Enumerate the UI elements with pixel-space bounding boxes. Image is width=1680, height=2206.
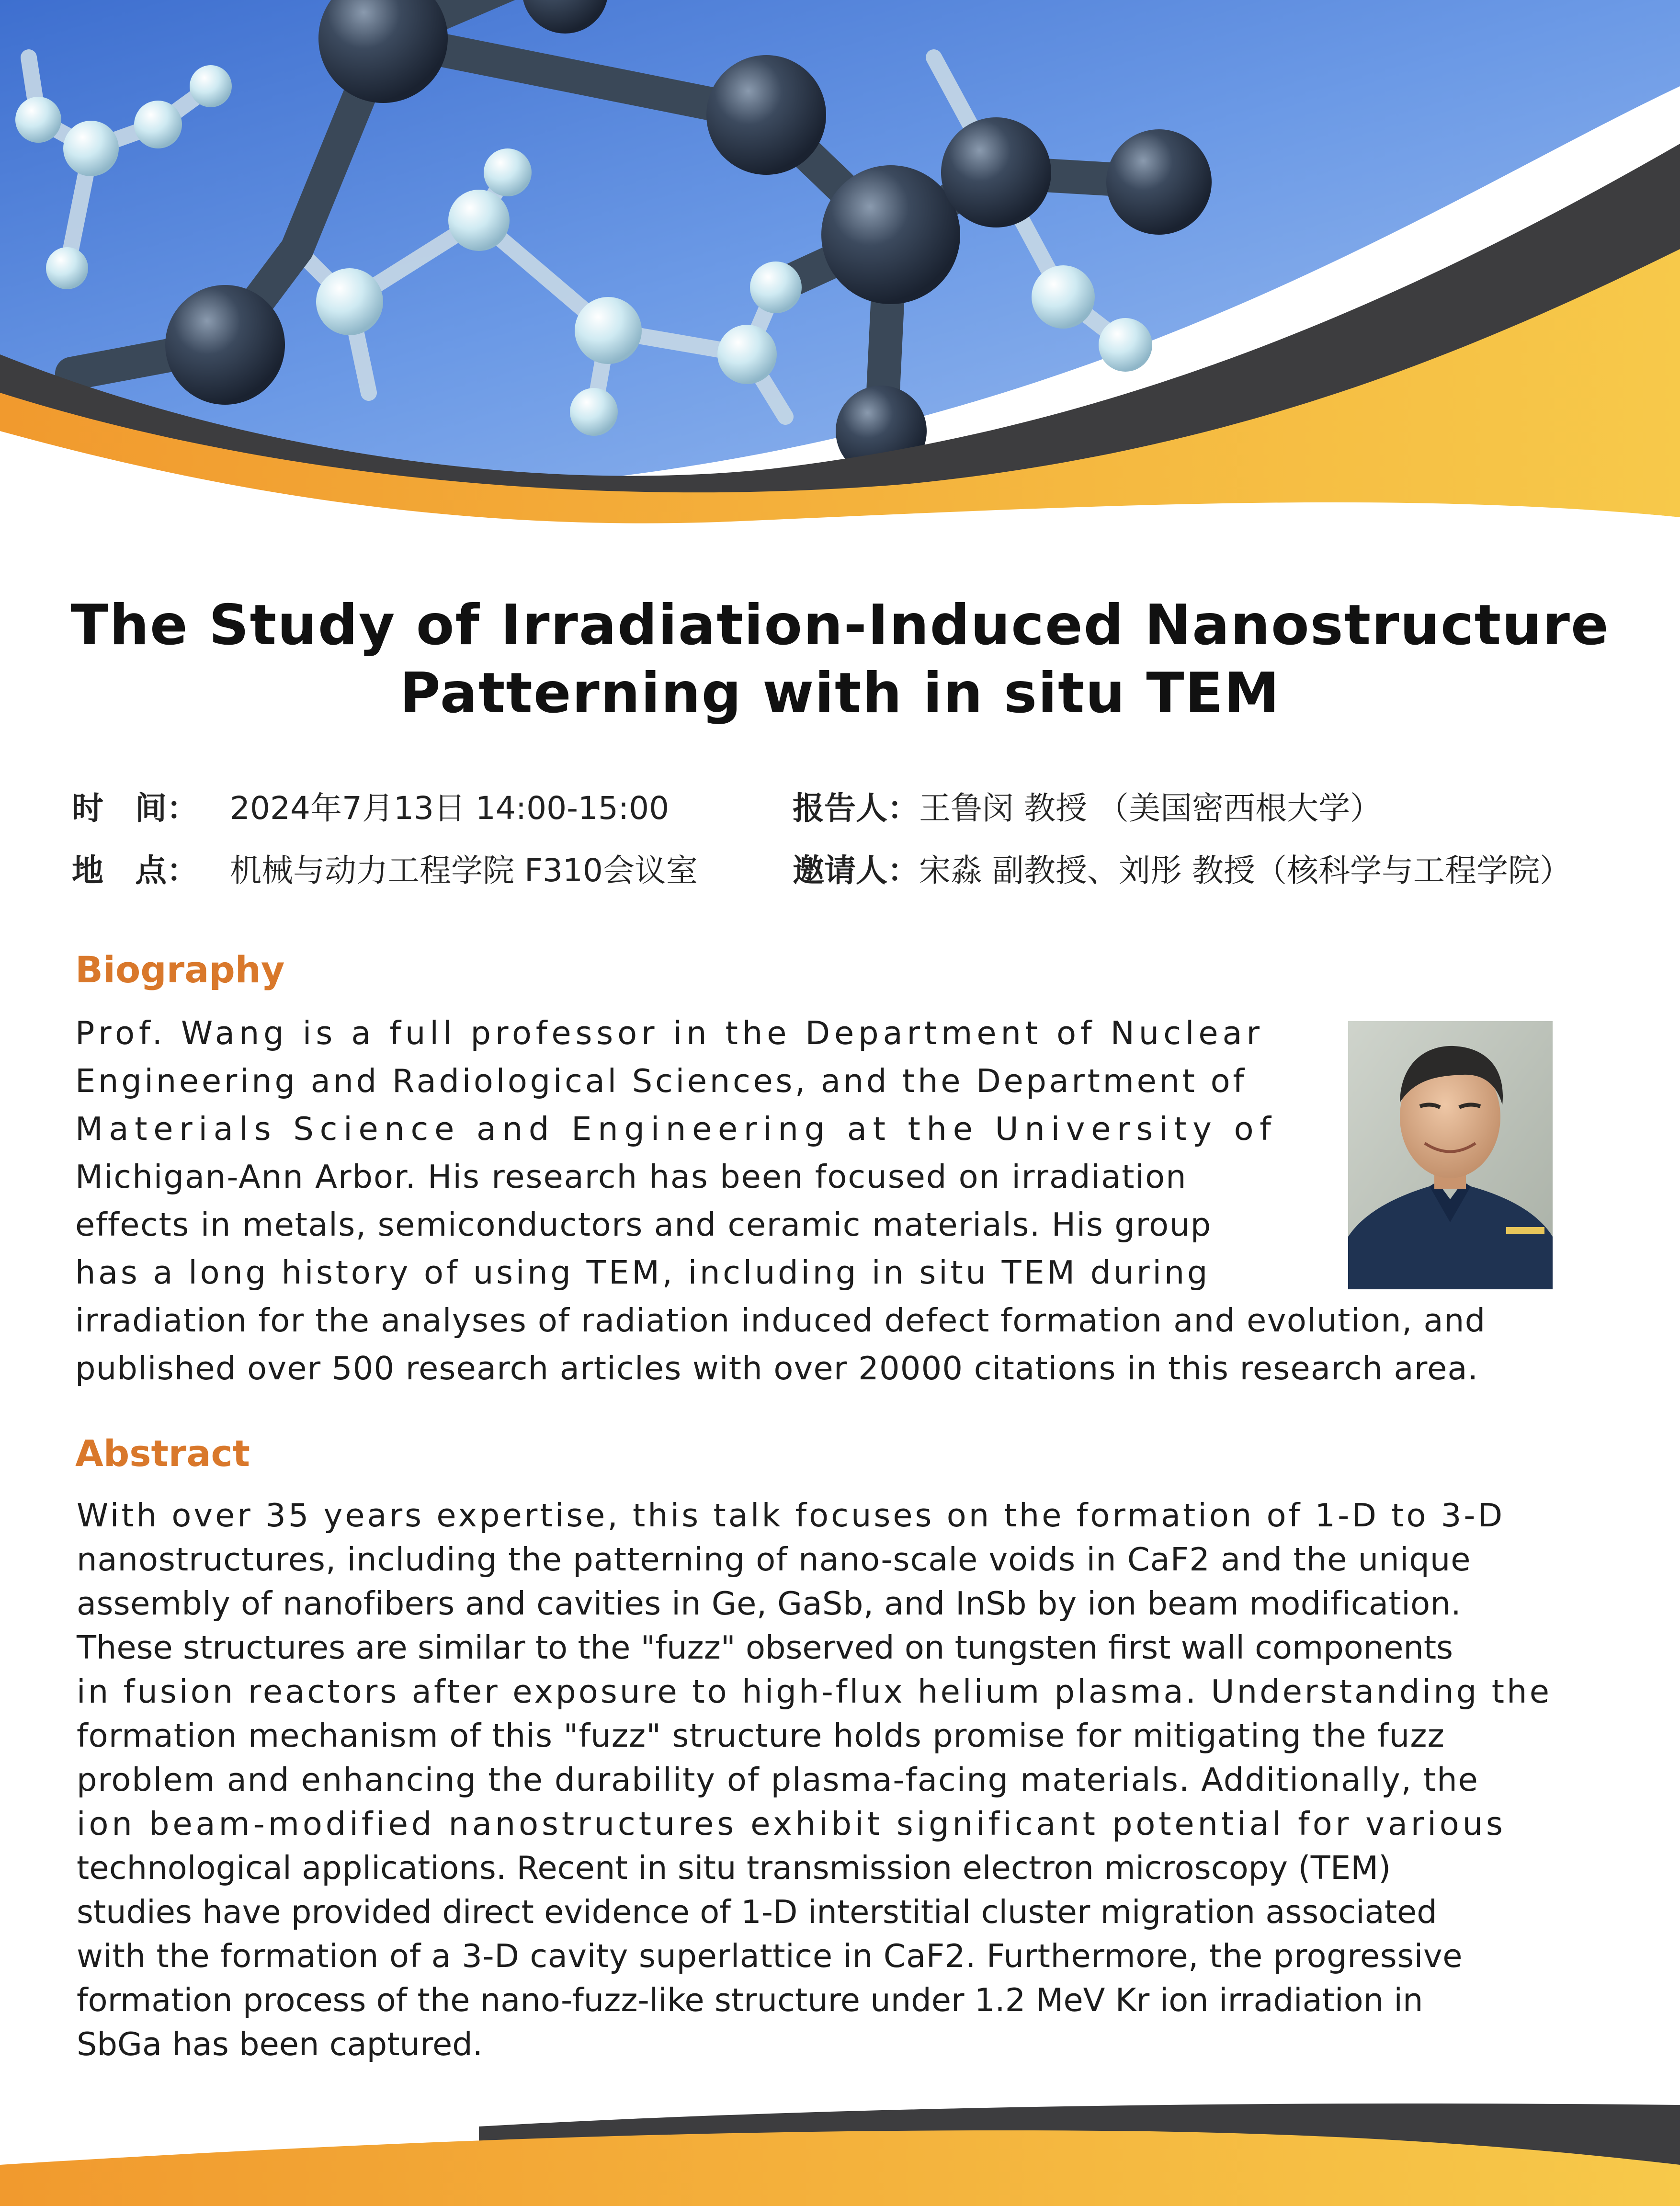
time-value: 2024年7月13日 14:00-15:00 — [230, 790, 670, 827]
abstract-line: with the formation of a 3-D cavity superlattice in CaF2. Furthermore, the progressive — [77, 1937, 1463, 1975]
abstract-line: formation process of the nano-fuzz-like structure under 1.2 MeV Kr ion irradiation in — [77, 1981, 1423, 2019]
header-banner — [0, 0, 1680, 551]
bio-line: Prof. Wang is a full professor in the Department of Nuclear — [75, 1014, 1264, 1052]
abstract-line: studies have provided direct evidence of 1-D interstitial cluster migration associated — [77, 1893, 1437, 1931]
abstract-line: SbGa has been captured. — [77, 2025, 483, 2063]
bio-line: Materials Science and Engineering at the University of — [75, 1110, 1277, 1148]
bio-line: has a long history of using TEM, including in situ TEM during — [75, 1254, 1211, 1291]
bio-line: Engineering and Radiological Sciences, and the Department of — [75, 1062, 1247, 1100]
speaker-value: 王鲁闵 教授 （美国密西根大学） — [919, 790, 1382, 827]
abstract-line: With over 35 years expertise, this talk focuses on the formation of 1-D to 3-D — [77, 1497, 1505, 1534]
bio-line: irradiation for the analyses of radiation induced defect formation and evolution, and — [75, 1302, 1486, 1339]
speaker-portrait — [1348, 1021, 1553, 1289]
biography-heading: Biography — [75, 948, 285, 991]
speaker-row — [793, 785, 1382, 831]
abstract-line: in fusion reactors after exposure to high-flux helium plasma. Understanding the — [77, 1673, 1552, 1710]
bio-line: effects in metals, semiconductors and ceramic materials. His group — [75, 1206, 1212, 1243]
abstract-line: These structures are similar to the "fuzz" observed on tungsten first wall components — [77, 1629, 1453, 1666]
abstract-heading: Abstract — [75, 1432, 250, 1475]
title-line-2: Patterning with in situ TEM — [399, 661, 1281, 726]
abstract-line: technological applications. Recent in situ transmission electron microscopy (TEM) — [77, 1849, 1391, 1887]
time-row — [72, 785, 669, 831]
speaker-label: 报告人： — [793, 790, 919, 827]
abstract-line: problem and enhancing the durability of plasma-facing materials. Additionally, the — [77, 1761, 1479, 1798]
title-line-1: The Study of Irradiation-Induced Nanostructure — [70, 593, 1610, 658]
place-row — [72, 848, 698, 894]
footer-wave — [0, 2098, 1680, 2206]
abstract-line: nanostructures, including the patterning of nano-scale voids in CaF2 and the unique — [77, 1541, 1471, 1578]
time-label: 时 间： — [72, 790, 198, 827]
bio-line: published over 500 research articles with over 20000 citations in this research area. — [75, 1350, 1479, 1387]
place-value: 机械与动力工程学院 F310会议室 — [230, 852, 698, 889]
inviter-label: 邀请人： — [793, 852, 919, 889]
bio-line: Michigan-Ann Arbor. His research has been focused on irradiation — [75, 1158, 1187, 1195]
abstract-line: assembly of nanofibers and cavities in Ge, GaSb, and InSb by ion beam modification. — [77, 1585, 1462, 1622]
inviter-value: 宋淼 副教授、刘彤 教授（核科学与工程学院） — [919, 852, 1571, 889]
abstract-line: ion beam-modified nanostructures exhibit significant potential for various — [77, 1805, 1506, 1842]
talk-title — [0, 591, 1680, 728]
place-label: 地 点： — [72, 852, 198, 889]
abstract-line: formation mechanism of this "fuzz" structure holds promise for mitigating the fuzz — [77, 1717, 1445, 1754]
inviter-row — [793, 848, 1571, 894]
